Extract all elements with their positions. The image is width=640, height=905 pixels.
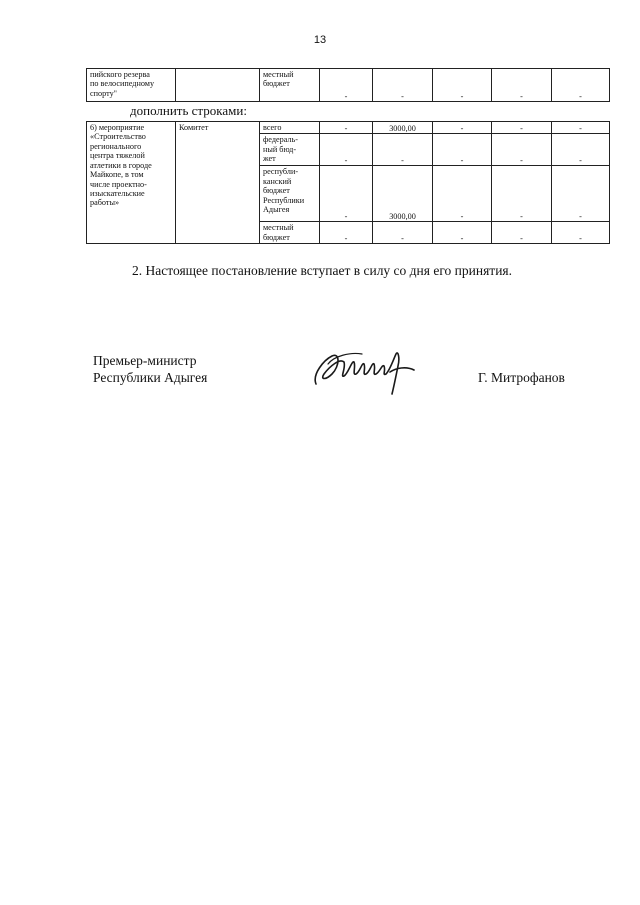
page-number: 13 xyxy=(313,34,327,46)
source-cell: местный бюджет xyxy=(260,69,320,102)
source-cell: всего xyxy=(260,122,320,134)
value-cell: - xyxy=(320,222,373,244)
value-cell: 3000,00 xyxy=(373,166,433,222)
continuation-table xyxy=(86,68,610,102)
source-cell: федераль- ный бюд- жет xyxy=(260,134,320,166)
value-cell: - xyxy=(552,122,610,134)
value-cell: - xyxy=(320,166,373,222)
signatory-title-line: Республики Адыгея xyxy=(93,370,208,385)
value-cell: - xyxy=(492,134,552,166)
value-cell: - xyxy=(492,122,552,134)
value-cell: - xyxy=(433,222,492,244)
signatory-name: Г. Митрофанов xyxy=(478,370,565,385)
handwritten-signature xyxy=(310,344,420,396)
table-row xyxy=(87,122,610,134)
value-cell: - xyxy=(373,69,433,102)
value-cell: - xyxy=(433,69,492,102)
value-cell: - xyxy=(433,166,492,222)
value-cell: 3000,00 xyxy=(373,122,433,134)
source-cell: республи- канский бюджет Республики Адыгея xyxy=(260,166,320,222)
value-cell: - xyxy=(320,134,373,166)
value-cell: - xyxy=(320,122,373,134)
value-cell: - xyxy=(552,166,610,222)
signatory-title-line: Премьер-министр xyxy=(93,353,197,368)
value-cell: - xyxy=(492,166,552,222)
signatory-title xyxy=(93,352,207,386)
value-cell: - xyxy=(552,69,610,102)
source-cell: местный бюджет xyxy=(260,222,320,244)
value-cell: - xyxy=(433,134,492,166)
value-cell: - xyxy=(492,222,552,244)
executor-cell: Комитет xyxy=(176,122,260,244)
value-cell: - xyxy=(433,122,492,134)
event-cell: пийского резерва по велосипедному спорту" xyxy=(87,69,176,102)
event-cell: 6) мероприятие «Строительство регионального центра тяжелой атлетики в городе Майкопе, в том числе проектно- изыскательские работы» xyxy=(87,122,176,244)
value-cell: - xyxy=(320,69,373,102)
effective-clause-paragraph: 2. Настоящее постановление вступает в силу со дня его принятия. xyxy=(132,263,513,278)
append-heading: дополнить строками: xyxy=(130,103,247,118)
value-cell: - xyxy=(492,69,552,102)
value-cell: - xyxy=(552,222,610,244)
executor-cell xyxy=(176,69,260,102)
appended-table xyxy=(86,121,610,244)
table-row xyxy=(87,69,610,102)
value-cell: - xyxy=(552,134,610,166)
value-cell: - xyxy=(373,222,433,244)
value-cell: - xyxy=(373,134,433,166)
